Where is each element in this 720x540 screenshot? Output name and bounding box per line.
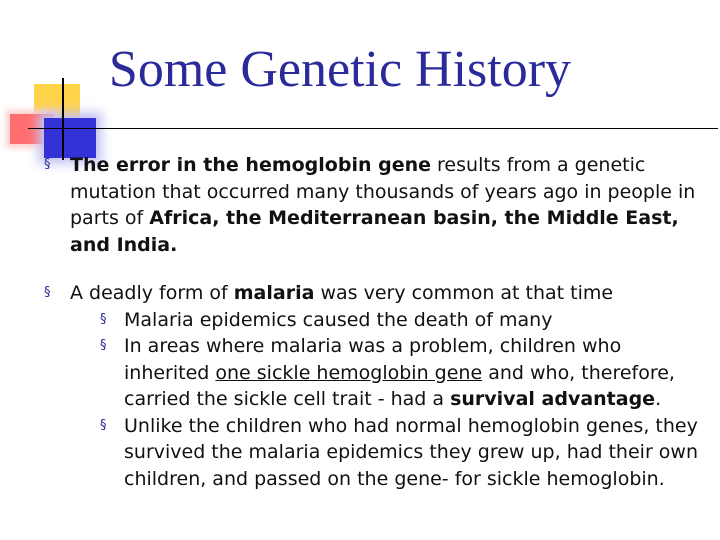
sub-bullet-text: Malaria epidemics caused the death of many	[124, 308, 553, 331]
bullet-bold-places: Africa, the Mediterranean basin, the Middle East, and India.	[70, 207, 679, 256]
decor-vertical-line	[62, 78, 64, 160]
sub-bullet-survived	[96, 413, 704, 493]
bullet-icon: §	[100, 311, 107, 327]
sub-bullet-text: .	[655, 388, 662, 410]
sub-bullet-text: and who, therefore, carried the sickle cell trait - had a	[124, 361, 675, 410]
bullet-icon: §	[44, 285, 51, 300]
slide-content	[44, 152, 704, 492]
bullet-bold-intro: The error in the hemoglobin gene	[70, 154, 431, 176]
sub-bullet-epidemics	[96, 307, 704, 334]
bullet-icon: §	[44, 157, 51, 172]
bullet-text: A deadly form of	[70, 282, 234, 304]
sub-bullet-underline: one sickle hemoglobin gene	[215, 361, 483, 384]
bullet-bold-term: malaria	[233, 282, 315, 304]
sub-bullet-survival-advantage	[96, 333, 704, 413]
bullet-hemoglobin-error	[44, 152, 704, 258]
bullet-text: was very common at that time	[314, 282, 614, 304]
slide-title: Some Genetic History	[108, 41, 572, 98]
sub-bullet-text: Unlike the children who had normal hemoglobin genes, they survived the malaria epidemics they grew up, had their own children, and passed on the gene- for sickle hemoglobin.	[124, 414, 698, 490]
sub-bullet-bold: survival advantage	[450, 388, 656, 410]
bullet-malaria	[44, 280, 704, 492]
title-divider	[28, 128, 718, 129]
sub-bullet-text: In areas where malaria was a problem, children who inherited	[124, 335, 622, 384]
bullet-text: results from a genetic mutation that occurred many thousands of years ago in people in parts of	[70, 154, 696, 229]
bullet-icon: §	[100, 417, 107, 433]
bullet-icon: §	[100, 338, 107, 353]
